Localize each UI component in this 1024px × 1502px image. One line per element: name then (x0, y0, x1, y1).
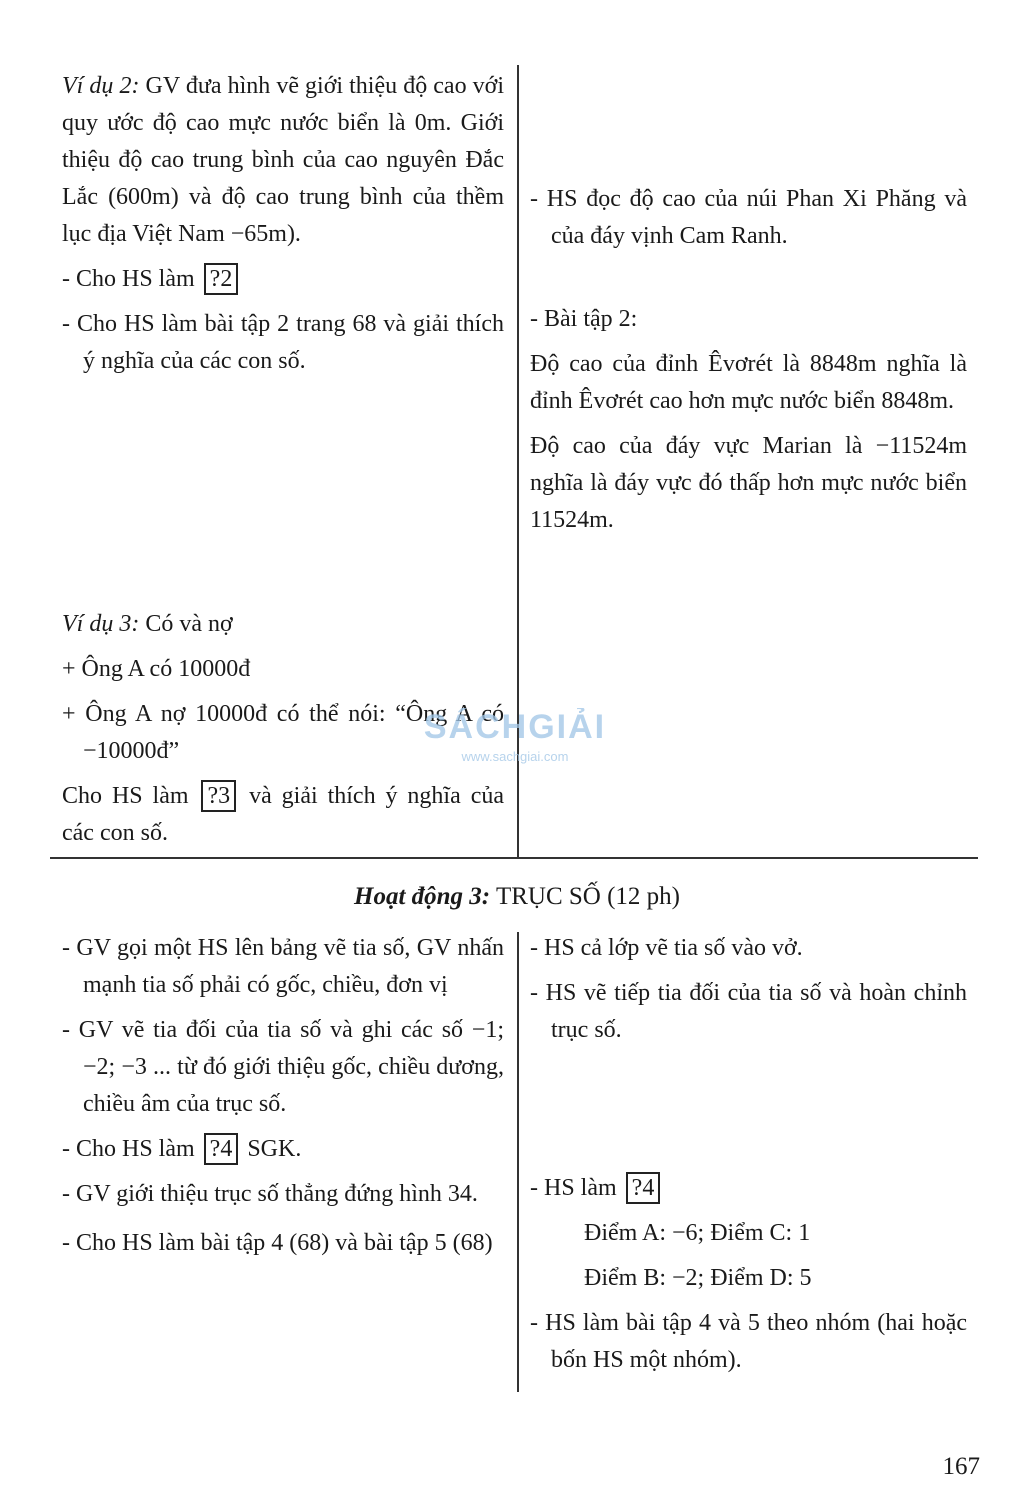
hs-complete-axis: - HS vẽ tiếp tia đối của tia số và hoàn chỉnh trục số. (530, 980, 967, 1043)
q2-prefix: - Cho HS làm (62, 266, 195, 292)
example-2-label: Ví dụ 2: (62, 73, 140, 99)
gv-opposite-ray: - GV vẽ tia đối của tia số và ghi các số −1; −2; −3 ... từ đó giới thiệu gốc, chiều dương, chiều âm của trục số. (62, 1017, 504, 1117)
top-right-column (530, 181, 967, 263)
example-3-item-1: + Ông A có 10000đ (62, 656, 251, 682)
exercise-2-label: - Bài tập 2: (530, 306, 638, 332)
page-number: 167 (942, 1453, 980, 1480)
example-3 (62, 606, 504, 643)
example-3-label: Ví dụ 3: (62, 611, 140, 637)
exercise-4-5-instruction: - Cho HS làm bài tập 4 (68) và bài tập 5 (68) (62, 1230, 493, 1256)
bottom-left-column (62, 930, 504, 1270)
bottom-right-column-lower (530, 1170, 967, 1387)
question-box-4-answer: ?4 (626, 1172, 661, 1204)
q2-instruction (62, 261, 504, 298)
hs-draw-ray: - HS cả lớp vẽ tia số vào vở. (530, 935, 803, 961)
hs-q4-label (530, 1170, 967, 1207)
hs-q4-prefix: - HS làm (530, 1175, 617, 1201)
example-2 (62, 68, 504, 253)
example-3-text: Có và nợ (145, 611, 233, 637)
hs-read-heights: - HS đọc độ cao của núi Phan Xi Phăng và của đáy vịnh Cam Ranh. (530, 186, 967, 249)
q4-suffix: SGK. (247, 1136, 302, 1162)
question-box-2: ?2 (204, 263, 239, 295)
points-b-d: Điểm B: −2; Điểm D: 5 (584, 1265, 812, 1291)
activity-3-label: Hoạt động 3: (354, 883, 491, 910)
q3-instruction (62, 778, 504, 852)
gv-draw-ray: - GV gọi một HS lên bảng vẽ tia số, GV nhấn mạnh tia số phải có gốc, chiều, đơn vị (62, 935, 504, 998)
marian-answer: Độ cao của đáy vực Marian là −11524m nghĩa là đáy vực đó thấp hơn mực nước biển 11524m. (530, 433, 967, 533)
points-a-c: Điểm A: −6; Điểm C: 1 (584, 1220, 811, 1246)
question-box-4: ?4 (204, 1133, 239, 1165)
gv-vertical-axis: - GV giới thiệu trục số thẳng đứng hình 34. (62, 1181, 478, 1207)
example-2-text: GV đưa hình vẽ giới thiệu độ cao với quy ước độ cao mực nước biển là 0m. Giới thiệu độ cao trung bình của cao nguyên Đắc Lắc (600m) và độ cao trung bình của thềm lục địa Việt Nam −65m). (62, 73, 505, 247)
q3-suffix: và giải thích ý nghĩa của các con số. (62, 783, 504, 846)
watermark-logo: SÁCHGIẢI (423, 708, 607, 746)
hs-group-exercise: - HS làm bài tập 4 và 5 theo nhóm (hai hoặc bốn HS một nhóm). (530, 1310, 967, 1373)
activity-3-title: TRỤC SỐ (12 ph) (495, 883, 680, 910)
top-right-column-lower (530, 301, 967, 547)
everest-answer: Độ cao của đỉnh Êvơrét là 8848m nghĩa là đỉnh Êvơrét cao hơn mực nước biển 8848m. (530, 351, 967, 414)
watermark-url: www.sachgiai.com (461, 749, 569, 764)
watermark (410, 705, 620, 765)
example-3-item-2: + Ông A nợ 10000đ có thể nói: “Ông A có −10000đ” (62, 701, 504, 764)
column-divider-bottom (517, 932, 519, 1392)
top-left-column (62, 68, 504, 388)
bottom-right-column (530, 930, 967, 1057)
activity-3-heading (0, 878, 1024, 915)
exercise-2-instruction: - Cho HS làm bài tập 2 trang 68 và giải thích ý nghĩa của các con số. (62, 311, 504, 374)
question-box-3: ?3 (201, 780, 236, 812)
q3-prefix: Cho HS làm (62, 783, 189, 809)
q4-prefix: - Cho HS làm (62, 1136, 195, 1162)
q4-instruction (62, 1131, 504, 1168)
